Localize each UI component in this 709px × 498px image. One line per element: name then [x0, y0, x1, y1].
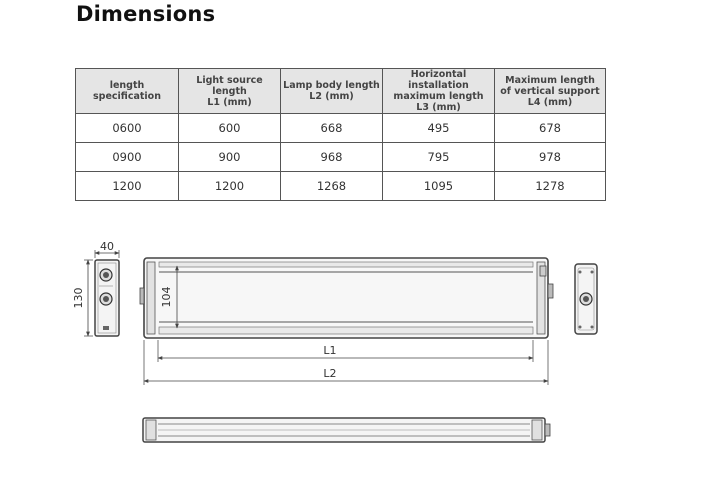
header-line: L2 (mm): [309, 91, 354, 102]
table-cell: 678: [495, 114, 606, 143]
front-view-lamp: [140, 258, 553, 338]
header-line: Lamp body length: [283, 80, 380, 91]
top-view-lamp: [143, 418, 550, 442]
table-cell: 1268: [281, 172, 383, 201]
table-cell: 1200: [76, 172, 179, 201]
header-line: of vertical support: [500, 85, 600, 97]
header-line: specification: [93, 91, 161, 102]
table-cell: 0600: [76, 114, 179, 143]
header-line: length: [109, 80, 145, 91]
table-cell: 795: [383, 143, 495, 172]
inner-height-label: 104: [160, 286, 173, 308]
l1-dimension: [158, 340, 533, 362]
table-cell: 968: [281, 143, 383, 172]
l2-label: L2: [323, 367, 337, 380]
table-cell: 495: [383, 114, 495, 143]
table-cell: 978: [495, 143, 606, 172]
end-view-right: [575, 264, 597, 334]
width-label: 40: [100, 240, 114, 253]
end-view-left: [95, 260, 119, 336]
header-line: Horizontal installation: [408, 69, 469, 91]
table-cell: 900: [179, 143, 281, 172]
header-line: Maximum length: [505, 74, 595, 86]
header-line: L1 (mm): [207, 96, 252, 108]
table-cell: 0900: [76, 143, 179, 172]
header-line: L3 (mm): [416, 102, 461, 113]
table-cell: 1095: [383, 172, 495, 201]
page-title: Dimensions: [76, 2, 216, 26]
header-line: Light source length: [196, 74, 263, 97]
height-dimension: [72, 260, 93, 336]
width-dimension: [95, 240, 119, 258]
header-line: maximum length: [393, 91, 484, 102]
table-cell: 668: [281, 114, 383, 143]
header-line: L4 (mm): [527, 96, 573, 108]
l1-label: L1: [323, 344, 337, 357]
table-cell: 1278: [495, 172, 606, 201]
l2-dimension: [144, 340, 548, 385]
height-label: 130: [72, 287, 85, 309]
table-cell: 600: [179, 114, 281, 143]
table-cell: 1200: [179, 172, 281, 201]
